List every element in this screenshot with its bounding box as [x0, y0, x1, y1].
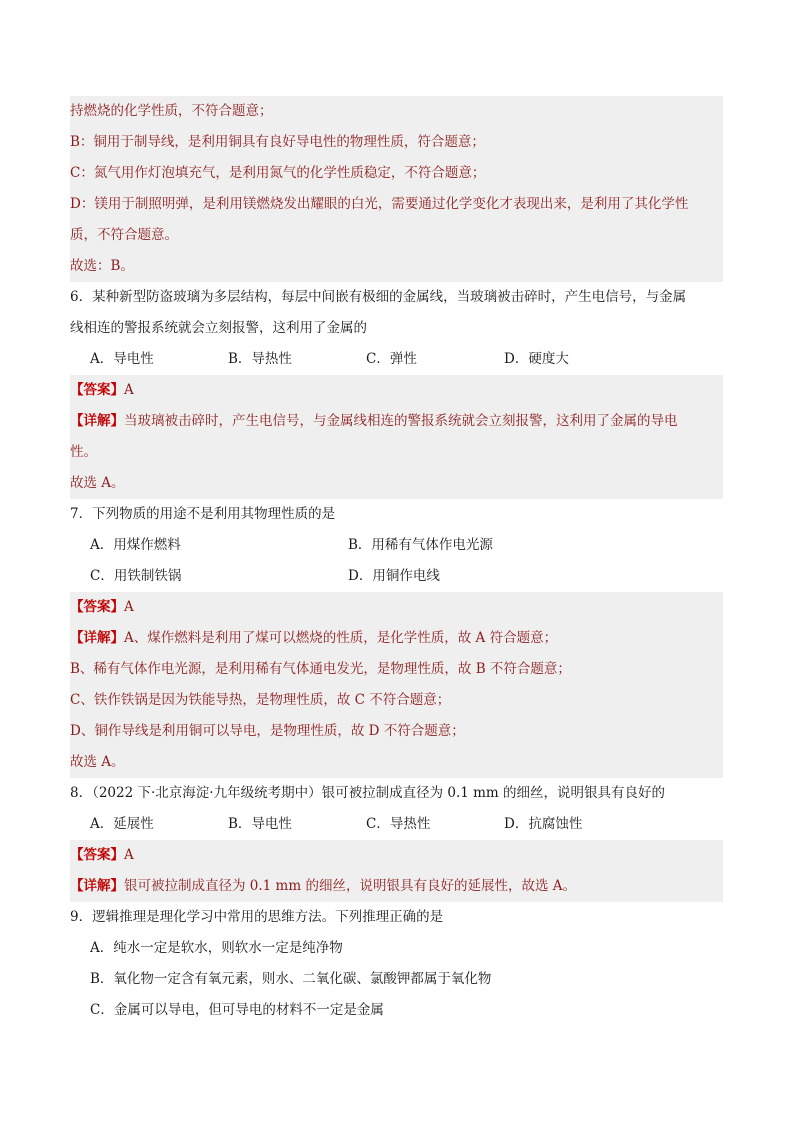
detail-tag: 【详解】: [70, 630, 124, 646]
q6-options: [70, 344, 723, 375]
option-d: D．硬度大: [504, 351, 569, 367]
option-b: B．氧化物一定含有氧元素，则水、二氧化碳、氯酸钾都属于氧化物: [90, 971, 492, 987]
option-c: C．导热性: [366, 816, 431, 832]
q8-stem: 8．（2022 下·北京海淀·九年级统考期中）银可被拉制成直径为 0.1 mm 的细丝，说明银具有良好的: [70, 785, 666, 801]
detail-line: [70, 406, 723, 437]
detail-tag: 【详解】: [70, 878, 124, 894]
q9-stem: 9．逻辑推理是理化学习中常用的思维方法。下列推理正确的是: [70, 909, 444, 925]
answer-tag: 【答案】: [70, 599, 124, 615]
detail-line: 性。: [70, 444, 97, 460]
detail-text: 当玻璃被击碎时，产生电信号，与金属线相连的警报系统就会立刻报警，这利用了金属的导电: [124, 413, 678, 429]
q7-options-row1: [70, 530, 723, 561]
explanation-line: 质，不符合题意。: [70, 227, 178, 243]
explanation-line: B：铜用于制导线，是利用铜具有良好导电性的物理性质，符合题意；: [70, 134, 485, 150]
option-c: C．金属可以导电，但可导电的材料不一定是金属: [90, 1002, 384, 1018]
answer-line: [70, 840, 723, 871]
option-c: C．用铁制铁锅: [90, 568, 182, 584]
q5-explanation: [70, 96, 723, 282]
answer-tag: 【答案】: [70, 847, 124, 863]
detail-line: D、铜作导线是利用铜可以导电，是物理性质，故 D 不符合题意；: [70, 723, 465, 739]
detail-line: C、铁作铁锅是因为铁能导热，是物理性质，故 C 不符合题意；: [70, 692, 451, 708]
q7-solution: [70, 592, 723, 778]
q8-solution: [70, 840, 723, 902]
q7-options-row2: [70, 561, 723, 592]
option-d: D．用铜作电线: [348, 568, 440, 584]
q9-option-b: [70, 964, 723, 995]
document-page: [70, 96, 723, 1026]
choice-line: 故选：B。: [70, 258, 134, 274]
option-b: B．用稀有气体作电光源: [348, 537, 493, 553]
q6-stem: 6．某种新型防盗玻璃为多层结构，每层中间嵌有极细的金属线，当玻璃被击碎时，产生电信号，与金属: [70, 289, 687, 305]
detail-line: [70, 623, 723, 654]
answer-value: A: [124, 847, 134, 863]
option-a: A．用煤作燃料: [90, 537, 181, 553]
answer-line: [70, 592, 723, 623]
option-b: B．导热性: [228, 351, 292, 367]
explanation-line: D：镁用于制照明弹，是利用镁燃烧发出耀眼的白光，需要通过化学变化才表现出来，是利用了其化学性: [70, 196, 689, 212]
q9-option-c: [70, 995, 723, 1026]
option-a: A．纯水一定是软水，则软水一定是纯净物: [90, 940, 343, 956]
option-c: C．弹性: [366, 351, 417, 367]
q8-options: [70, 809, 723, 840]
explanation-line: 持燃烧的化学性质，不符合题意；: [70, 103, 273, 119]
answer-line: [70, 375, 723, 406]
detail-text: 银可被拉制成直径为 0.1 mm 的细丝，说明银具有良好的延展性，故选 A。: [124, 878, 576, 894]
answer-tag: 【答案】: [70, 382, 124, 398]
explanation-line: C：氮气用作灯泡填充气，是利用氮气的化学性质稳定，不符合题意；: [70, 165, 486, 181]
option-a: A．导电性: [90, 351, 154, 367]
option-d: D．抗腐蚀性: [504, 816, 583, 832]
detail-line: B、稀有气体作电光源，是利用稀有气体通电发光，是物理性质，故 B 不符合题意；: [70, 661, 571, 677]
choice-line: 故选 A。: [70, 475, 125, 491]
option-b: B．导电性: [228, 816, 292, 832]
q6-solution: [70, 375, 723, 499]
q9-option-a: [70, 933, 723, 964]
detail-line: [70, 871, 723, 902]
answer-value: A: [124, 599, 134, 615]
answer-value: A: [124, 382, 134, 398]
q7-stem: 7．下列物质的用途不是利用其物理性质的是: [70, 506, 336, 522]
q6-stem: 线相连的警报系统就会立刻报警，这利用了金属的: [70, 320, 367, 336]
option-a: A．延展性: [90, 816, 154, 832]
detail-tag: 【详解】: [70, 413, 124, 429]
detail-text: A、煤作燃料是利用了煤可以燃烧的性质，是化学性质，故 A 符合题意；: [124, 630, 558, 646]
choice-line: 故选 A。: [70, 754, 125, 770]
